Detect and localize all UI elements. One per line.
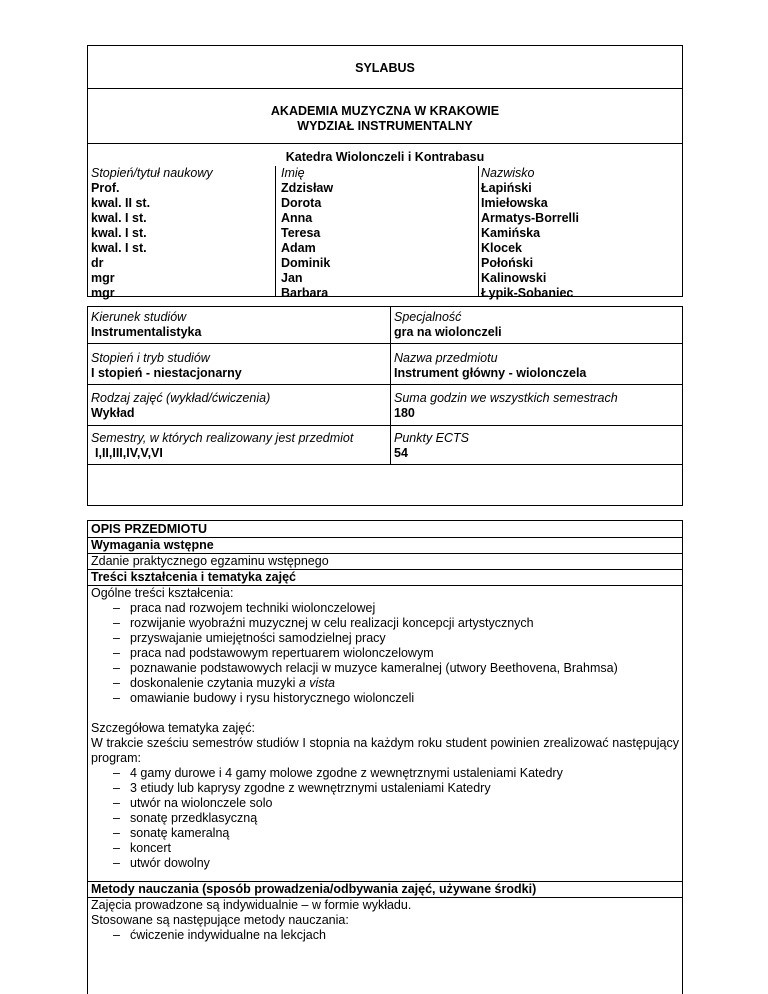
specjalnosc-value: gra na wiolonczeli xyxy=(394,325,502,339)
staff-last-name: Łypik-Sobaniec xyxy=(481,286,574,300)
list-item: – utwór dowolny xyxy=(88,856,682,871)
list-item: – ćwiczenie indywidualne na lekcjach xyxy=(88,928,682,943)
department-name: Katedra Wiolonczeli i Kontrabasu xyxy=(285,150,485,164)
staff-title: kwal. II st. xyxy=(91,196,151,210)
info-cell-semestry xyxy=(91,431,353,461)
academy-box xyxy=(87,88,683,144)
tresci-heading: Treści kształcenia i tematyka zajęć xyxy=(88,570,682,586)
info-cell-przedmiot xyxy=(394,351,586,381)
staff-last-name: Kamińska xyxy=(481,226,541,240)
metody-line-1: Zajęcia prowadzone są indywidualnie – w formie wykładu. xyxy=(91,898,412,912)
metody-line-2: Stosowane są następujące metody nauczania: xyxy=(91,913,349,927)
list-item: – poznawanie podstawowych relacji w muzyce kameralnej (utwory Beethovena, Brahmsa) xyxy=(88,661,682,676)
rodzaj-label: Rodzaj zajęć (wykład/ćwiczenia) xyxy=(91,391,271,405)
list-item: – utwór na wiolonczele solo xyxy=(88,796,682,811)
staff-first-name-header: Imię xyxy=(281,166,305,180)
szczegolowa-intro: Szczegółowa tematyka zajęć: xyxy=(91,721,255,735)
semestry-label: Semestry, w których realizowany jest przedmiot xyxy=(91,431,354,445)
staff-title: kwal. I st. xyxy=(91,241,147,255)
ects-value: 54 xyxy=(394,446,408,460)
ects-label: Punkty ECTS xyxy=(394,431,470,445)
staff-first-name: Zdzisław xyxy=(281,181,334,195)
list-item: – 4 gamy durowe i 4 gamy molowe zgodne z wewnętrznymi ustaleniami Katedry xyxy=(88,766,682,781)
list-item: – rozwijanie wyobraźni muzycznej w celu realizacji koncepcji artystycznych xyxy=(88,616,682,631)
kierunek-label: Kierunek studiów xyxy=(91,310,187,324)
staff-first-name-column xyxy=(281,166,333,301)
staff-title: kwal. I st. xyxy=(91,211,147,225)
staff-first-name: Dominik xyxy=(281,256,331,270)
semestry-value: I,II,III,IV,V,VI xyxy=(95,446,163,460)
list-item: – sonatę kameralną xyxy=(88,826,682,841)
staff-first-name: Anna xyxy=(281,211,313,225)
staff-title: Prof. xyxy=(91,181,120,195)
kierunek-value: Instrumentalistyka xyxy=(91,325,202,339)
ogolne-list xyxy=(88,601,682,706)
wymagania-heading: Wymagania wstępne xyxy=(88,538,682,554)
staff-first-name: Teresa xyxy=(281,226,321,240)
faculty-name: WYDZIAŁ INSTRUMENTALNY xyxy=(297,119,473,133)
staff-last-name: Kalinowski xyxy=(481,271,547,285)
staff-box xyxy=(87,143,683,300)
staff-divider-2 xyxy=(478,166,479,297)
opis-heading: OPIS PRZEDMIOTU xyxy=(88,521,682,538)
staff-title-column xyxy=(91,166,213,301)
godziny-label: Suma godzin we wszystkich semestrach xyxy=(394,391,618,405)
info-row-divider xyxy=(88,464,682,465)
godziny-value: 180 xyxy=(394,406,415,420)
staff-title: kwal. I st. xyxy=(91,226,147,240)
info-cell-stopien xyxy=(91,351,242,381)
list-item: – 3 etiudy lub kaprysy zgodne z wewnętrznymi ustaleniami Katedry xyxy=(88,781,682,796)
staff-first-name: Adam xyxy=(281,241,316,255)
list-item: – omawianie budowy i rysu historycznego wiolonczeli xyxy=(88,691,682,706)
staff-last-name: Imiełowska xyxy=(481,196,548,210)
specjalnosc-label: Specjalność xyxy=(394,310,462,324)
staff-title: mgr xyxy=(91,286,115,300)
metody-heading: Metody nauczania (sposób prowadzenia/odbywania zajęć, używane środki) xyxy=(88,882,682,898)
wymagania-text: Zdanie praktycznego egzaminu wstępnego xyxy=(88,554,682,570)
list-item-italic: a vista xyxy=(298,676,335,690)
list-item: – praca nad rozwojem techniki wiolonczelowej xyxy=(88,601,682,616)
tresci-content xyxy=(88,586,682,882)
info-cell-rodzaj xyxy=(91,391,270,421)
staff-last-name: Połoński xyxy=(481,256,534,270)
staff-title: dr xyxy=(91,256,104,270)
staff-divider-1 xyxy=(275,166,276,297)
info-cell-kierunek xyxy=(91,310,201,340)
staff-title: mgr xyxy=(91,271,115,285)
list-item-text: doskonalenie czytania muzyki xyxy=(130,676,296,690)
ogolne-intro: Ogólne treści kształcenia: xyxy=(91,586,234,600)
title-box xyxy=(87,45,683,89)
szczegolowa-list xyxy=(88,766,682,871)
info-cell-specjalnosc xyxy=(394,310,502,340)
staff-last-name: Armatys-Borrelli xyxy=(481,211,579,225)
staff-last-name-header: Nazwisko xyxy=(481,166,535,180)
list-item: – koncert xyxy=(88,841,682,856)
info-table xyxy=(87,306,683,506)
staff-last-name-column xyxy=(481,166,579,301)
staff-last-name: Klocek xyxy=(481,241,522,255)
staff-last-name: Łapiński xyxy=(481,181,532,195)
info-row-divider xyxy=(88,384,682,385)
przedmiot-value: Instrument główny - wiolonczela xyxy=(394,366,587,380)
page-title: SYLABUS xyxy=(355,61,415,75)
info-cell-ects xyxy=(394,431,469,461)
info-divider-vertical xyxy=(390,307,391,464)
list-item: – przyswajanie umiejętności samodzielnej pracy xyxy=(88,631,682,646)
list-item: – sonatę przedklasyczną xyxy=(88,811,682,826)
przedmiot-label: Nazwa przedmiotu xyxy=(394,351,498,365)
szczegolowa-text: W trakcie sześciu semestrów studiów I stopnia na każdym roku student powinien zrealizować następujący program: xyxy=(91,736,679,765)
metody-content xyxy=(88,898,682,943)
staff-first-name: Dorota xyxy=(281,196,322,210)
academy-name: AKADEMIA MUZYCZNA W KRAKOWIE xyxy=(270,104,500,118)
metody-list xyxy=(88,928,682,943)
staff-first-name: Jan xyxy=(281,271,303,285)
staff-title-header: Stopień/tytuł naukowy xyxy=(91,166,213,180)
info-cell-godziny xyxy=(394,391,618,421)
course-description-box xyxy=(87,520,683,994)
list-item: – praca nad podstawowym repertuarem wiolonczelowym xyxy=(88,646,682,661)
staff-first-name: Barbara xyxy=(281,286,329,300)
rodzaj-value: Wykład xyxy=(91,406,135,420)
info-row-divider xyxy=(88,425,682,426)
list-item xyxy=(88,676,682,691)
info-row-divider xyxy=(88,343,682,344)
stopien-value: I stopień - niestacjonarny xyxy=(91,366,242,380)
stopien-label: Stopień i tryb studiów xyxy=(91,351,210,365)
